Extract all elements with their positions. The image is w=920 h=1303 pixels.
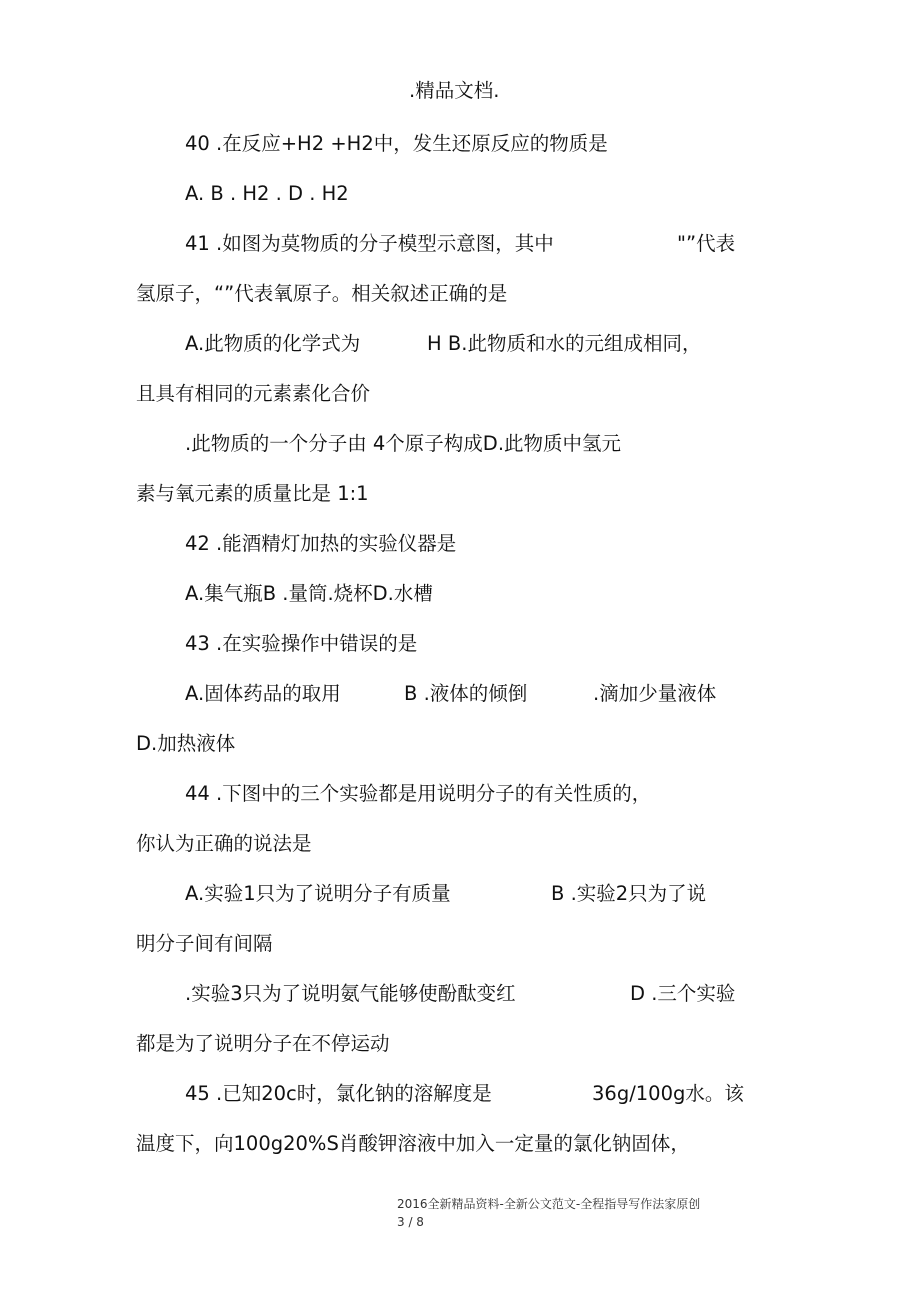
question-45-stem: 45 .已知20c时，氯化钠的溶解度是 xyxy=(185,1082,492,1105)
question-41-stem-cont: "”代表 xyxy=(677,232,736,255)
question-41-stem-line2: 氢原子，“”代表氧原子。相关叙述正确的是 xyxy=(136,282,508,305)
question-42-stem: 42 .能酒精灯加热的实验仪器是 xyxy=(185,532,457,555)
question-43-option-a: A.固体药品的取用 xyxy=(185,682,341,705)
question-43-option-c: .滴加少量液体 xyxy=(593,682,717,705)
question-44-option-a: A.实验1只为了说明分子有质量 xyxy=(185,882,451,905)
question-44-option-b: B .实验2只为了说 xyxy=(551,882,707,905)
footer-page-number: 3 / 8 xyxy=(397,1215,424,1229)
question-44-stem: 44 .下图中的三个实验都是用说明分子的有关性质的， xyxy=(185,782,652,805)
question-43-option-d: D.加热液体 xyxy=(136,732,236,755)
question-41-option-b-cont: 且具有相同的元素素化合价 xyxy=(136,382,371,405)
question-44-option-b-cont: 明分子间有间隔 xyxy=(136,932,273,955)
question-44-option-d: D .三个实验 xyxy=(630,982,736,1005)
question-41-option-b: H B.此物质和水的元组成相同， xyxy=(427,332,702,355)
question-42-options: A.集气瓶B .量筒.烧杯D.水槽 xyxy=(185,582,433,605)
question-40-options: A. B . H2 . D . H2 xyxy=(185,182,349,205)
question-44-option-d-cont: 都是为了说明分子在不停运动 xyxy=(136,1032,390,1055)
footer-source: 2016全新精品资料-全新公文范文-全程指导写作法家原创 xyxy=(397,1197,701,1211)
question-43-option-b: B .液体的倾倒 xyxy=(404,682,528,705)
question-45-stem-cont: 36g/100g水。该 xyxy=(592,1082,744,1105)
question-40-stem: 40 .在反应+H2 +H2中，发生还原反应的物质是 xyxy=(185,132,608,155)
question-45-stem-line2: 温度下，向100g20%S肖酸钾溶液中加入一定量的氯化钠固体， xyxy=(136,1132,690,1155)
question-44-option-c: .实验3只为了说明氨气能够使酚酞变红 xyxy=(185,982,516,1005)
question-41-option-d-cont: 素与氧元素的质量比是 1:1 xyxy=(136,482,369,505)
question-41-option-c: .此物质的一个分子由 4个原子构成D.此物质中氢元 xyxy=(185,432,622,455)
question-44-stem-line2: 你认为正确的说法是 xyxy=(136,832,312,855)
page-header-title: .精品文档. xyxy=(409,79,500,102)
question-43-stem: 43 .在实验操作中错误的是 xyxy=(185,632,418,655)
question-41-stem: 41 .如图为莫物质的分子模型示意图，其中 xyxy=(185,232,554,255)
question-41-option-a: A.此物质的化学式为 xyxy=(185,332,361,355)
